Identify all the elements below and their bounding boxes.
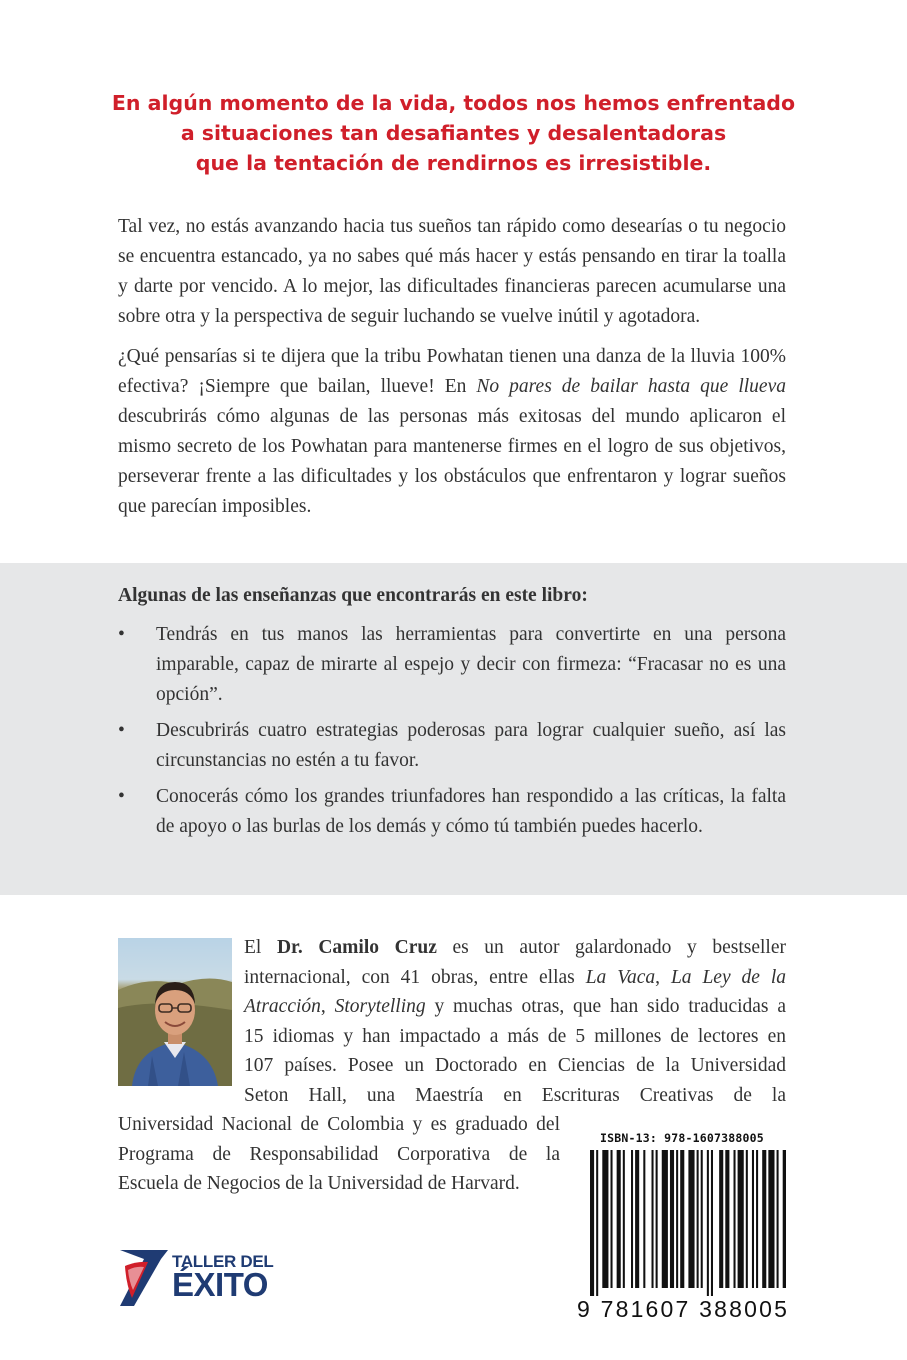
publisher-logo-mark-icon bbox=[118, 1248, 170, 1308]
book-title: No pares de bailar hasta que llueva bbox=[476, 376, 786, 397]
barcode-bar bbox=[662, 1150, 668, 1288]
barcode-bar bbox=[701, 1150, 703, 1288]
headline-line-3: que la tentación de rendirnos es irresistible. bbox=[195, 151, 712, 175]
barcode-bar bbox=[746, 1150, 748, 1288]
bio-line: 107 países. Posee un Doctorado en Ciencias de la Universidad bbox=[244, 1055, 786, 1076]
bio-separator: , bbox=[655, 966, 671, 988]
bio-line bbox=[244, 933, 786, 963]
barcode-bar bbox=[617, 1150, 621, 1288]
publisher-logo bbox=[118, 1248, 318, 1308]
barcode-bar bbox=[711, 1150, 713, 1296]
headline bbox=[60, 88, 847, 178]
barcode-bar bbox=[783, 1150, 786, 1288]
synopsis bbox=[118, 212, 786, 532]
barcode-bar bbox=[707, 1150, 709, 1296]
teaching-text: Tendrás en tus manos las herramientas para convertirte en una persona imparable, capaz de mirarte al espejo y decir con firmeza: “Fracasar no es una opción”. bbox=[156, 624, 786, 705]
teaching-item bbox=[118, 716, 786, 776]
bio-line: Seton Hall, una Maestría en Escrituras Creativas de la bbox=[244, 1084, 786, 1106]
barcode-bar bbox=[656, 1150, 658, 1288]
barcode-bar bbox=[719, 1150, 723, 1288]
bullet: • bbox=[118, 720, 125, 741]
teaching-item bbox=[118, 782, 786, 842]
barcode-bar bbox=[697, 1150, 699, 1288]
barcode-bar bbox=[602, 1150, 608, 1288]
barcode-bar bbox=[762, 1150, 766, 1288]
teaching-item bbox=[118, 620, 786, 710]
book-title-ley-atraccion: La Ley de la bbox=[670, 966, 787, 988]
bio-text: internacional, con 41 obras, entre ellas bbox=[244, 966, 586, 988]
book-title-la-vaca: La Vaca bbox=[585, 966, 656, 988]
bio-line bbox=[244, 963, 786, 993]
bullet: • bbox=[118, 624, 125, 645]
barcode-bar bbox=[768, 1150, 774, 1288]
isbn-label: ISBN-13: 978-1607388005 bbox=[600, 1131, 764, 1145]
barcode-bar bbox=[680, 1150, 684, 1288]
teachings-list bbox=[118, 620, 786, 848]
bio-text: y muchas otras, que han sido traducidas a bbox=[425, 996, 787, 1017]
barcode-bar bbox=[725, 1150, 729, 1288]
barcode-bar bbox=[611, 1150, 613, 1288]
barcode-bar bbox=[777, 1150, 779, 1288]
barcode-bar bbox=[590, 1150, 594, 1296]
teachings-title: Algunas de las enseñanzas que encontrarás en este libro: bbox=[118, 585, 588, 606]
barcode-bar bbox=[756, 1150, 758, 1288]
barcode-bar bbox=[652, 1150, 654, 1288]
barcode-bar bbox=[596, 1150, 598, 1296]
book-title-storytelling: Storytelling bbox=[334, 996, 426, 1017]
barcode-bar bbox=[734, 1150, 736, 1288]
bio-line: Programa de Responsabilidad Corporativa de la bbox=[118, 1143, 560, 1165]
barcode-digits: 9 781607 388005 bbox=[577, 1296, 790, 1322]
bullet: • bbox=[118, 786, 125, 807]
paragraph-2-end: descubrirás cómo algunas de las personas más exitosas del mundo aplicaron el mismo secreto de los Powhatan para mantenerse firmes en el logro de sus objetivos, perseverar frente a las dificultades y los obstáculos que enfrentaron y lograr sueños que parecían imposibles. bbox=[118, 406, 786, 517]
bio-line: Universidad Nacional de Colombia y es graduado del bbox=[118, 1114, 560, 1135]
publisher-name-line-1: TALLER DEL bbox=[172, 1252, 274, 1271]
barcode-bar bbox=[643, 1150, 645, 1288]
barcode-bar bbox=[631, 1150, 633, 1288]
bio-line bbox=[244, 992, 786, 1022]
paragraph-2-start: ¿Qué pensarías si te dijera que la tribu Powhatan tienen una danza de la lluvia 100% efectiva? ¡Siempre que bailan, llueve! En bbox=[118, 346, 786, 397]
barcode-bar bbox=[688, 1150, 694, 1288]
paragraph-1: Tal vez, no estás avanzando hacia tus sueños tan rápido como desearías o tu negocio se encuentra estancado, ya no sabes qué más hacer y estás pensando en tirar la toalla y darte por vencido. A lo mejor, las dificultades financieras parecen acumularse una sobre otra y la perspectiva de seguir luchando se vuelve inútil y agotadora. bbox=[118, 216, 786, 327]
barcode-bar bbox=[670, 1150, 674, 1288]
bio-separator: , bbox=[320, 996, 335, 1017]
barcode-bar bbox=[676, 1150, 678, 1288]
barcode bbox=[586, 1150, 786, 1296]
headline-line-2: a situaciones tan desafiantes y desalentadoras bbox=[180, 121, 727, 145]
author-name: Dr. Camilo Cruz bbox=[276, 937, 437, 958]
barcode-bar bbox=[738, 1150, 744, 1288]
bio-line: 15 idiomas y han impactado a más de 5 millones de lectores en bbox=[244, 1025, 786, 1047]
paragraph-2 bbox=[118, 342, 786, 522]
bio-line: Escuela de Negocios de la Universidad de Harvard. bbox=[118, 1173, 520, 1194]
bio-prefix: El bbox=[244, 937, 277, 958]
barcode-bar bbox=[623, 1150, 625, 1288]
book-title-ley-atraccion-end: Atracción bbox=[244, 996, 321, 1017]
teaching-text: Conocerás cómo los grandes triunfadores han respondido a las críticas, la falta de apoyo o las burlas de los demás y cómo tú también puedes hacerlo. bbox=[156, 786, 786, 837]
headline-line-1: En algún momento de la vida, todos nos hemos enfrentado bbox=[111, 91, 796, 115]
bio-suffix: es un autor galardonado y bestseller bbox=[436, 937, 786, 958]
barcode-bar bbox=[752, 1150, 754, 1288]
barcode-bar bbox=[635, 1150, 639, 1288]
publisher-name-line-2: ÉXITO bbox=[172, 1266, 268, 1303]
teaching-text: Descubrirás cuatro estrategias poderosas para lograr cualquier sueño, así las circunstancias no estén a tu favor. bbox=[156, 720, 786, 771]
